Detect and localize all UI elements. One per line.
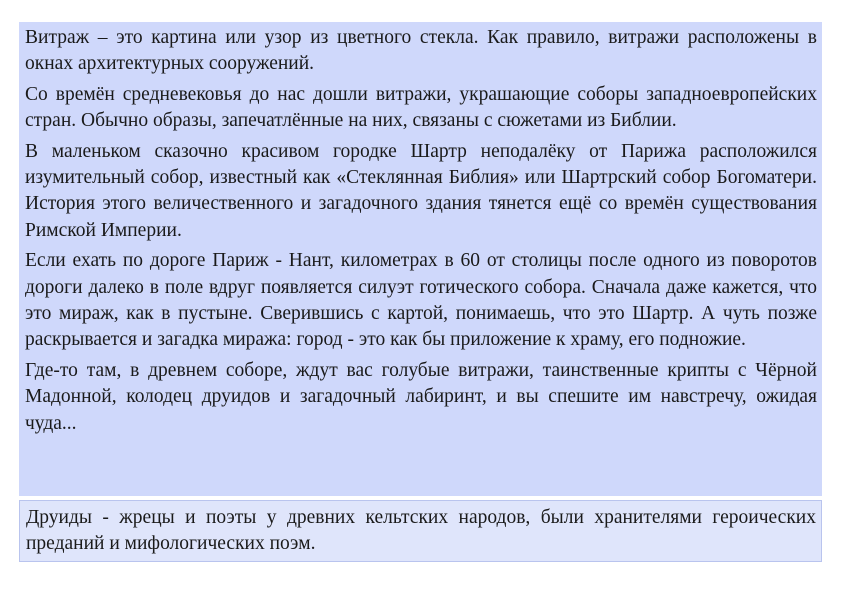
article-text-block — [19, 22, 822, 496]
druids-footnote-block — [19, 500, 822, 562]
paragraph-chartres-cathedral: В маленьком сказочно красивом городке Шартр неподалёку от Парижа расположился изумительный собор, известный как «Стеклянная Библия» или Шартрский собор Богоматери. История этого величественного и загадочного здания тянется ещё со времён существования Римской Империи. — [25, 140, 817, 241]
paragraph-road-paris-nantes: Если ехать по дороге Париж - Нант, километрах в 60 от столицы после одного из поворотов дороги далеко в поле вдруг появляется силуэт готического собора. Сначала даже кажется, что это мираж, как в пустыне. Сверившись с картой, понимаешь, что это Шартр. А чуть позже раскрывается и загадка миража: город - это как бы приложение к храму, его подножие. — [25, 250, 817, 351]
paragraph-stained-glass-definition: Витраж – это картина или узор из цветного стекла. Как правило, витражи расположены в окнах архитектурных сооружений. — [25, 27, 817, 75]
druids-footnote-text: Друиды - жрецы и поэты у древних кельтских народов, были хранителями героических преданий и мифологических поэм. — [26, 507, 816, 555]
paragraph-cathedral-wonders: Где-то там, в древнем соборе, ждут вас голубые витражи, таинственные крипты с Чёрной Мадонной, колодец друидов и загадочный лабиринт, и вы спешите им навстречу, ожидая чуда... — [25, 359, 817, 434]
paragraph-medieval-stained-glass: Со времён средневековья до нас дошли витражи, украшающие соборы западноевропейских стран. Обычно образы, запечатлённые на них, связаны с сюжетами из Библии. — [25, 83, 817, 132]
